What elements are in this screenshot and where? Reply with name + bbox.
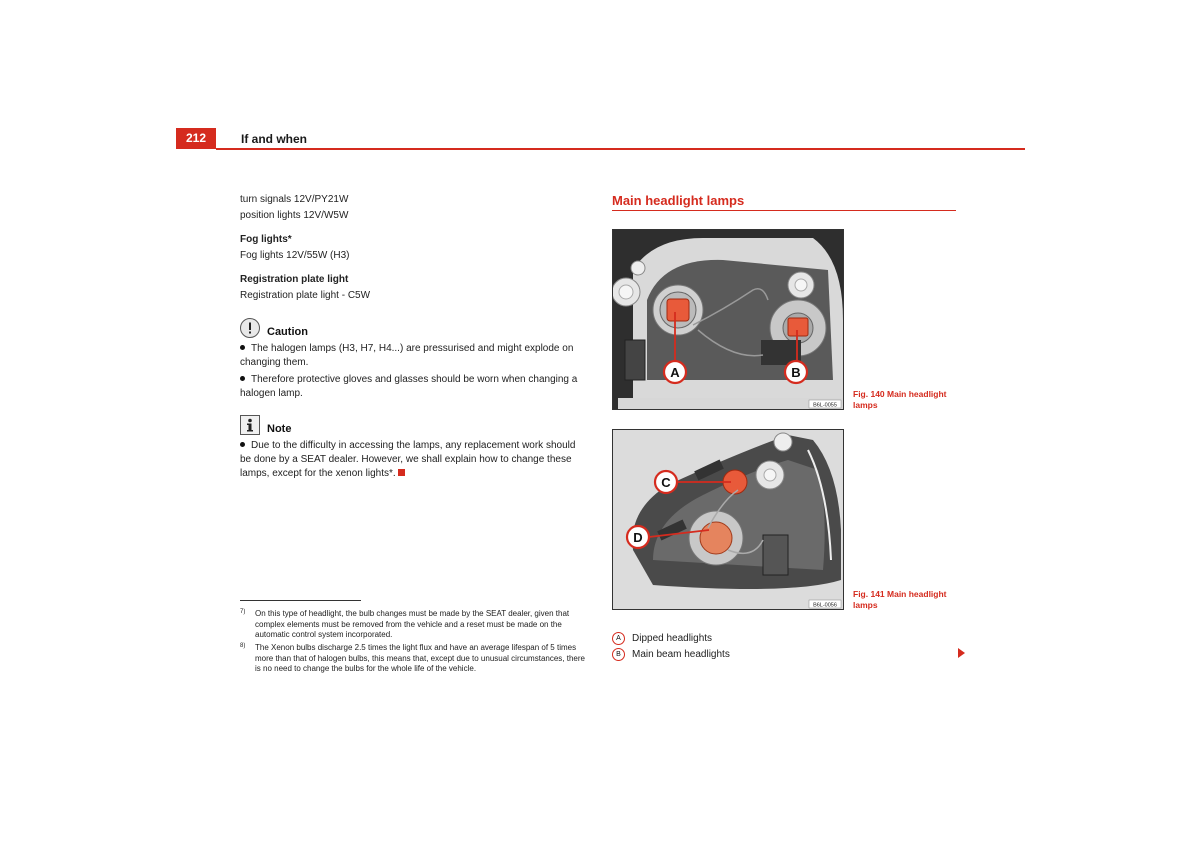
fig141-label-c: C — [661, 475, 671, 490]
caution-bullet-2-text: Therefore protective gloves and glasses should be worn when changing a halogen lamp. — [240, 374, 578, 399]
footnote-7-text: On this type of headlight, the bulb changes must be made by the SEAT dealer, given that complex elements must be removed from the vehicle and a reset must be made on the automatic control system incorporated. — [255, 609, 570, 639]
fog-lights-text: Fog lights 12V/55W (H3) — [240, 250, 350, 261]
footnote-7 — [240, 609, 585, 641]
section-title: Main headlight lamps — [612, 193, 745, 208]
legend-item-b — [612, 648, 730, 662]
legend-text-b: Main beam headlights — [632, 649, 730, 661]
legend-key-a: A — [612, 632, 625, 645]
header-rule — [216, 148, 1025, 150]
caution-bullet-1 — [240, 342, 585, 370]
caution-title: Caution — [267, 326, 308, 338]
page-number: 212 — [176, 128, 216, 149]
plate-light-text: Registration plate light - C5W — [240, 290, 371, 301]
next-page-arrow-icon[interactable] — [958, 648, 965, 658]
fig140-caption: Fig. 140 Main headlight lamps — [853, 389, 947, 410]
fig140-code: B6L-0055 — [813, 402, 837, 409]
legend-text-a: Dipped headlights — [632, 633, 713, 645]
figure-141-illustration — [613, 430, 843, 609]
header-title: If and when — [241, 132, 307, 146]
figure-140 — [612, 229, 844, 410]
fig141-label-d: D — [633, 530, 643, 545]
footnote-8 — [240, 643, 585, 675]
footnote-rule — [240, 600, 361, 601]
fig140-label-b: B — [791, 365, 801, 380]
end-square-icon — [398, 469, 405, 476]
footnote-7-mark: 7) — [240, 609, 246, 615]
fig141-code: B6L-0056 — [813, 602, 837, 609]
plate-light-heading: Registration plate light — [240, 274, 349, 285]
figure-141 — [612, 429, 844, 610]
note-bullet-1 — [240, 439, 585, 481]
bullet-icon — [240, 345, 245, 350]
caution-bullet-1-text: The halogen lamps (H3, H7, H4...) are pressurised and might explode on changing them. — [240, 343, 574, 368]
note-info-icon — [240, 415, 260, 435]
footnote-8-mark: 8) — [240, 643, 246, 649]
bullet-icon — [240, 376, 245, 381]
note-bullet-1-text: Due to the difficulty in accessing the lamps, any replacement work should be done by a SEAT dealer. However, we shall explain how to change these lamps, except for the xenon lights*. — [240, 440, 576, 479]
section-rule — [612, 210, 956, 211]
fig141-caption: Fig. 141 Main headlight lamps — [853, 589, 947, 610]
turn-signals-line: turn signals 12V/PY21W — [240, 194, 349, 205]
fig140-label-a: A — [670, 365, 680, 380]
legend-item-a — [612, 632, 712, 646]
caution-icon — [240, 318, 260, 338]
position-lights-line: position lights 12V/W5W — [240, 210, 349, 221]
bullet-icon — [240, 442, 245, 447]
footnote-8-text: The Xenon bulbs discharge 2.5 times the light flux and have an average lifespan of 5 times more than that of halogen bulbs, this means that, except due to unusual circumstances, there is no need to change the bulbs for the whole life of the vehicle. — [255, 643, 585, 673]
legend-key-b: B — [612, 648, 625, 661]
figure-140-illustration — [613, 230, 843, 409]
note-title: Note — [267, 423, 292, 435]
caution-bullet-2 — [240, 373, 585, 401]
fog-lights-heading: Fog lights* — [240, 234, 292, 245]
